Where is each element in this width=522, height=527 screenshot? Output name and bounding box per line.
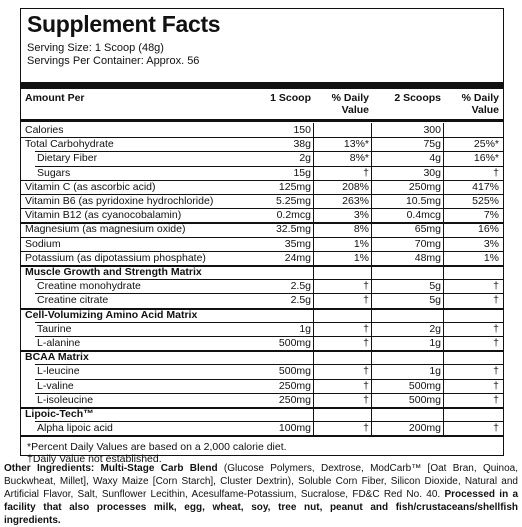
nutrient-name: Sodium (25, 237, 61, 250)
daily-value-1: † (363, 280, 369, 293)
nutrient-name: Creatine citrate (37, 294, 109, 307)
daily-value-2: † (493, 322, 499, 335)
amount-2-scoops: 200mg (408, 422, 441, 435)
amount-2-scoops: 70mg (414, 237, 441, 250)
nutrient-name: Vitamin C (as ascorbic acid) (25, 180, 156, 193)
table-row (21, 238, 503, 250)
amount-2-scoops: 30g (423, 166, 441, 179)
daily-value-2: † (493, 294, 499, 307)
daily-value-1: 8% (353, 223, 369, 236)
header-dv-2: % Daily Value (461, 92, 499, 116)
column-separator (313, 123, 314, 435)
table-row (21, 181, 503, 193)
daily-value-2: 7% (483, 209, 499, 222)
amount-1-scoop: 100mg (278, 422, 311, 435)
table-row (21, 365, 503, 377)
amount-1-scoop: 250mg (278, 393, 311, 406)
nutrient-name: Vitamin B12 (as cyanocobalamin) (25, 209, 182, 222)
table-row (21, 323, 503, 335)
amount-2-scoops: 2g (429, 322, 441, 335)
daily-value-1: 208% (342, 180, 369, 193)
header-dv-1: % Daily Value (331, 92, 369, 116)
section-title: BCAA Matrix (25, 351, 89, 364)
nutrient-name: Vitamin B6 (as pyridoxine hydrochloride) (25, 195, 214, 207)
daily-value-2: † (493, 422, 499, 435)
daily-value-2: 525% (472, 195, 499, 207)
column-header (21, 91, 503, 118)
amount-2-scoops: 10.5mg (405, 195, 441, 207)
daily-value-2: 3% (483, 237, 499, 250)
nutrient-name: Calories (25, 124, 64, 136)
nutrient-name: Dietary Fiber (37, 152, 98, 165)
amount-1-scoop: 500mg (278, 337, 311, 349)
amount-1-scoop: 250mg (278, 379, 311, 392)
amount-1-scoop: 150 (293, 124, 311, 136)
table-row (21, 394, 503, 406)
supplement-facts-panel (20, 8, 504, 465)
table-row (21, 422, 503, 434)
amount-1-scoop: 2.5g (290, 294, 311, 307)
amount-1-scoop: 15g (293, 166, 311, 179)
footnote-not-established: †Daily Value not established. (27, 453, 162, 465)
servings-per-container: Servings Per Container: Approx. 56 (27, 55, 200, 67)
section-title: Cell-Volumizing Amino Acid Matrix (25, 308, 198, 321)
amount-2-scoops: 1g (429, 337, 441, 349)
allergen-warning: Processed in a facility that also processes milk, egg, wheat, soy, tree nut, peanut and fish/crustaceans/shellfish ingredients. (4, 489, 519, 526)
amount-2-scoops: 5g (429, 294, 441, 307)
section-title: Lipoic-Tech™ (25, 408, 94, 420)
medium-divider (21, 119, 503, 122)
nutrient-name: Magnesium (as magnesium oxide) (25, 223, 186, 236)
daily-value-1: † (363, 337, 369, 349)
amount-1-scoop: 2g (299, 152, 311, 165)
section-row (21, 351, 503, 363)
table-row (21, 280, 503, 292)
daily-value-2: 16% (477, 223, 499, 236)
daily-value-1: † (363, 294, 369, 307)
amount-2-scoops: 500mg (408, 393, 441, 406)
nutrient-name: L-leucine (37, 365, 80, 378)
table-row (21, 223, 503, 235)
daily-value-1: † (363, 379, 369, 392)
nutrient-name: Creatine monohydrate (37, 280, 141, 293)
table-row (21, 380, 503, 392)
amount-1-scoop: 35mg (284, 237, 311, 250)
daily-value-2: † (493, 379, 499, 392)
amount-2-scoops: 5g (429, 280, 441, 293)
daily-value-2: † (493, 280, 499, 293)
daily-value-1: † (363, 322, 369, 335)
nutrient-name: Total Carbohydrate (25, 138, 114, 151)
amount-2-scoops: 48mg (414, 251, 441, 264)
table-row (21, 138, 503, 150)
daily-value-1: 8%* (349, 152, 369, 165)
daily-value-2: † (493, 337, 499, 349)
column-separator (443, 123, 444, 435)
amount-1-scoop: 125mg (278, 180, 311, 193)
section-row (21, 266, 503, 278)
amount-2-scoops: 500mg (408, 379, 441, 392)
nutrient-name: L-isoleucine (37, 393, 94, 406)
header-amount-per: Amount Per (25, 92, 85, 104)
nutrient-name: Taurine (37, 322, 72, 335)
thick-divider (21, 82, 503, 89)
section-title: Muscle Growth and Strength Matrix (25, 266, 202, 278)
row-divider (21, 435, 503, 437)
amount-1-scoop: 1g (299, 322, 311, 335)
daily-value-1: † (363, 166, 369, 179)
table-row (21, 195, 503, 207)
amount-2-scoops: 1g (429, 365, 441, 378)
daily-value-1: † (363, 365, 369, 378)
table-row (21, 124, 503, 136)
amount-1-scoop: 24mg (284, 251, 311, 264)
footnote-daily-value: *Percent Daily Values are based on a 2,000 calorie diet. (27, 441, 287, 453)
nutrient-name: L-alanine (37, 337, 81, 349)
table-row (21, 167, 503, 179)
nutrient-name: Potassium (as dipotassium phosphate) (25, 251, 206, 264)
header-2-scoops: 2 Scoops (394, 92, 441, 104)
daily-value-2: 417% (472, 180, 499, 193)
daily-value-1: 263% (342, 195, 369, 207)
amount-1-scoop: 5.25mg (275, 195, 311, 207)
daily-value-2: † (493, 166, 499, 179)
daily-value-1: 3% (353, 209, 369, 222)
daily-value-1: 1% (353, 251, 369, 264)
amount-2-scoops: 4g (429, 152, 441, 165)
section-row (21, 309, 503, 321)
amount-2-scoops: 65mg (414, 223, 441, 236)
amount-1-scoop: 500mg (278, 365, 311, 378)
nutrient-name: L-valine (37, 379, 74, 392)
other-ingredients (4, 462, 518, 527)
other-ingredients-label: Other Ingredients: Multi-Stage Carb Blend (4, 463, 218, 474)
table-row (21, 337, 503, 349)
amount-2-scoops: 300 (423, 124, 441, 136)
table-row (21, 252, 503, 264)
table-row (21, 209, 503, 221)
other-ingredients-text: (Glucose Polymers, Dextrose, ModCarb™ [Oat Bran, Quinoa, Buckwheat, Millet], Waxy Maize [Corn Starch], Cluster Dextrin), Soluble Corn Fiber, Silicon Dioxide, Natural and Artificial Flavor, Salt, Sunflower Lecithin, Acesulfame-Potassium, Sucralose, FD&C Red No. 40. (4, 463, 518, 500)
section-row (21, 408, 503, 420)
amount-2-scoops: 250mg (408, 180, 441, 193)
daily-value-1: 1% (353, 237, 369, 250)
daily-value-2: 1% (483, 251, 499, 264)
daily-value-1: † (363, 393, 369, 406)
daily-value-2: † (493, 365, 499, 378)
amount-1-scoop: 38g (293, 138, 311, 151)
daily-value-2: 16%* (473, 152, 499, 165)
amount-1-scoop: 32.5mg (275, 223, 311, 236)
daily-value-2: † (493, 393, 499, 406)
table-row (21, 152, 503, 164)
amount-1-scoop: 0.2mcg (276, 209, 311, 222)
column-separator (371, 123, 372, 435)
serving-size: Serving Size: 1 Scoop (48g) (27, 42, 164, 54)
amount-2-scoops: 75g (423, 138, 441, 151)
nutrient-name: Alpha lipoic acid (37, 422, 113, 435)
header-1-scoop: 1 Scoop (270, 92, 311, 104)
amount-1-scoop: 2.5g (290, 280, 311, 293)
daily-value-2: 25%* (473, 138, 499, 151)
amount-2-scoops: 0.4mcg (406, 209, 441, 222)
daily-value-1: † (363, 422, 369, 435)
panel-title: Supplement Facts (27, 11, 221, 37)
daily-value-1: 13%* (343, 138, 369, 151)
table-row (21, 294, 503, 306)
nutrient-name: Sugars (37, 166, 71, 179)
